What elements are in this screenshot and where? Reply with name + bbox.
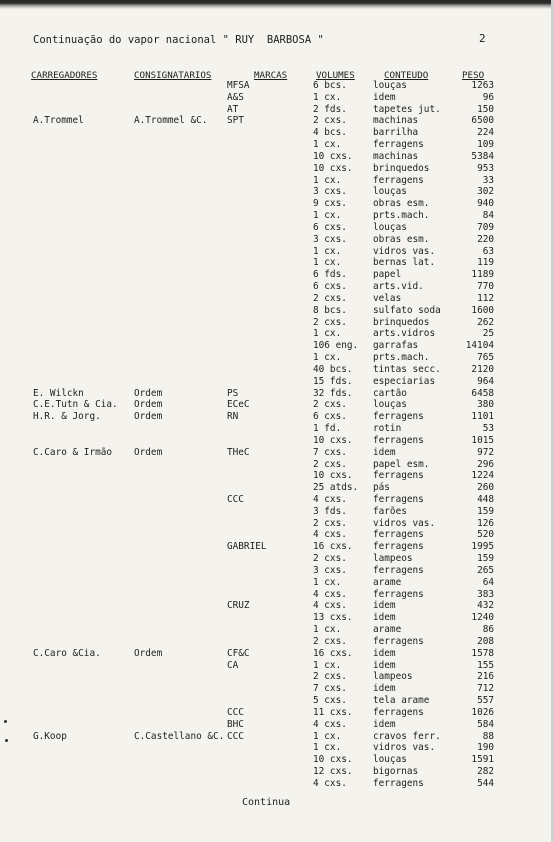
volume-cell: 2 cxs. <box>313 458 347 470</box>
conteudo-cell: idem <box>373 718 396 730</box>
conteudo-cell: arts.vid. <box>373 281 424 293</box>
volume-cell: 1 cx. <box>313 174 342 186</box>
peso-cell: 220 <box>477 233 494 245</box>
conteudo-cell: idem <box>373 600 396 612</box>
volume-cell: 2 cxs. <box>313 553 347 565</box>
table-row <box>0 163 554 175</box>
peso-cell: 1591 <box>471 754 494 766</box>
column-header-volumes: VOLUMES <box>316 70 355 81</box>
peso-cell: 544 <box>477 777 494 789</box>
table-row <box>0 210 554 222</box>
table-row <box>0 636 554 648</box>
peso-cell: 6500 <box>471 115 494 127</box>
volume-cell: 32 fds. <box>313 387 353 399</box>
table-row <box>0 305 554 317</box>
peso-cell: 96 <box>482 91 494 103</box>
conteudo-cell: pás <box>373 482 390 494</box>
table-row <box>0 411 554 423</box>
table-row <box>0 423 554 435</box>
volume-cell: 40 bcs. <box>313 363 353 375</box>
volume-cell: 4 cxs. <box>313 777 347 789</box>
volume-cell: 15 fds. <box>313 375 353 387</box>
carregador-cell: A.Trommel <box>33 115 84 127</box>
volume-cell: 2 cxs. <box>313 115 347 127</box>
table-row <box>0 612 554 624</box>
volume-cell: 2 cxs. <box>313 399 347 411</box>
volume-cell: 4 cxs. <box>313 493 347 505</box>
marca-cell: CA <box>227 659 239 671</box>
table-row <box>0 624 554 636</box>
volume-cell: 7 cxs. <box>313 683 347 695</box>
conteudo-cell: papel esm. <box>373 458 430 470</box>
peso-cell: 260 <box>477 482 494 494</box>
volume-cell: 1 cx. <box>313 91 342 103</box>
volume-cell: 16 cxs. <box>313 647 353 659</box>
table-row <box>0 328 554 340</box>
consignatario-cell: A.Trommel &C. <box>134 115 208 127</box>
peso-cell: 282 <box>477 766 494 778</box>
peso-cell: 1263 <box>471 80 494 91</box>
table-row <box>0 222 554 234</box>
volume-cell: 4 cxs. <box>313 588 347 600</box>
peso-cell: 964 <box>477 375 494 387</box>
marca-cell: MFSA <box>227 80 250 91</box>
marca-cell: A&S <box>227 91 244 103</box>
volume-cell: 1 cx. <box>313 139 342 151</box>
table-row <box>0 766 554 778</box>
marca-cell: CRUZ <box>227 600 250 612</box>
peso-cell: 380 <box>477 399 494 411</box>
peso-cell: 265 <box>477 564 494 576</box>
volume-cell: 5 cxs. <box>313 695 347 707</box>
conteudo-cell: tintas secc. <box>373 363 441 375</box>
peso-cell: 1600 <box>471 304 494 316</box>
peso-cell: 119 <box>477 257 494 269</box>
volume-cell: 4 cxs. <box>313 529 347 541</box>
volume-cell: 7 cxs. <box>313 446 347 458</box>
volume-cell: 1 cx. <box>313 352 342 364</box>
volume-cell: 16 cxs. <box>313 541 353 553</box>
table-row <box>0 376 554 388</box>
table-row <box>0 671 554 683</box>
table-row <box>0 648 554 660</box>
peso-cell: 216 <box>477 671 494 683</box>
volume-cell: 6 bcs. <box>313 80 347 91</box>
conteudo-cell: arame <box>373 576 402 588</box>
consignatario-cell: Ordem <box>134 399 163 411</box>
volume-cell: 3 fds. <box>313 505 347 517</box>
peso-cell: 224 <box>477 127 494 139</box>
marca-cell: PS <box>227 387 239 399</box>
table-row <box>0 257 554 269</box>
volume-cell: 8 bcs. <box>313 304 347 316</box>
peso-cell: 109 <box>477 139 494 151</box>
conteudo-cell: garrafas <box>373 340 419 352</box>
table-row <box>0 281 554 293</box>
table-row <box>0 293 554 305</box>
column-header-consignatarios: CONSIGNATARIOS <box>134 70 212 81</box>
peso-cell: 33 <box>482 174 494 186</box>
peso-cell: 63 <box>482 245 494 257</box>
consignatario-cell: Ordem <box>134 647 163 659</box>
peso-cell: 25 <box>482 328 494 340</box>
conteudo-cell: idem <box>373 446 396 458</box>
conteudo-cell: ferragens <box>373 139 424 151</box>
volume-cell: 9 cxs. <box>313 198 347 210</box>
conteudo-cell: brinquedos <box>373 162 430 174</box>
peso-cell: 712 <box>477 683 494 695</box>
marca-cell: CF&C <box>227 647 250 659</box>
table-row <box>0 127 554 139</box>
marca-cell: RN <box>227 411 239 423</box>
peso-cell: 557 <box>477 695 494 707</box>
volume-cell: 1 cx. <box>313 624 342 636</box>
conteudo-cell: ferragens <box>373 493 424 505</box>
conteudo-cell: rotin <box>373 423 402 435</box>
peso-cell: 972 <box>477 446 494 458</box>
peso-cell: 150 <box>477 103 494 115</box>
scan-top-edge <box>0 0 554 9</box>
conteudo-cell: vidros vas. <box>373 245 436 257</box>
table-row <box>0 742 554 754</box>
conteudo-cell: prts.mach. <box>373 210 430 222</box>
conteudo-cell: louças <box>373 221 407 233</box>
carregador-cell: C.Caro & Irmão <box>33 446 113 458</box>
volume-cell: 3 cxs. <box>313 233 347 245</box>
conteudo-cell: idem <box>373 659 396 671</box>
marca-cell: GABRIEL <box>227 541 267 553</box>
table-row <box>0 707 554 719</box>
table-row <box>0 104 554 116</box>
conteudo-cell: ferragens <box>373 470 424 482</box>
peso-cell: 383 <box>477 588 494 600</box>
volume-cell: 106 eng. <box>313 340 359 352</box>
consignatario-cell: C.Castellano &C. <box>134 730 225 742</box>
table-row <box>0 186 554 198</box>
column-header-peso: PESO <box>462 70 485 81</box>
table-row <box>0 269 554 281</box>
conteudo-cell: papel <box>373 269 402 281</box>
volume-cell: 3 cxs. <box>313 564 347 576</box>
conteudo-cell: tela arame <box>373 695 430 707</box>
conteudo-cell: cravos ferr. <box>373 730 441 742</box>
carregador-cell: G.Koop <box>33 730 67 742</box>
scan-speck <box>5 739 8 742</box>
conteudo-cell: idem <box>373 612 396 624</box>
peso-cell: 584 <box>477 718 494 730</box>
volume-cell: 2 cxs. <box>313 635 347 647</box>
table-row <box>0 778 554 790</box>
peso-cell: 159 <box>477 505 494 517</box>
peso-cell: 296 <box>477 458 494 470</box>
conteudo-cell: idem <box>373 647 396 659</box>
table-row <box>0 565 554 577</box>
volume-cell: 4 cxs. <box>313 718 347 730</box>
peso-cell: 64 <box>482 576 494 588</box>
table-row <box>0 175 554 187</box>
volume-cell: 6 cxs. <box>313 221 347 233</box>
marca-cell: AT <box>227 103 239 115</box>
volume-cell: 10 cxs. <box>313 150 353 162</box>
conteudo-cell: idem <box>373 91 396 103</box>
volume-cell: 1 cx. <box>313 328 342 340</box>
peso-cell: 520 <box>477 529 494 541</box>
volume-cell: 4 cxs. <box>313 600 347 612</box>
conteudo-cell: ferragens <box>373 635 424 647</box>
volume-cell: 6 fds. <box>313 269 347 281</box>
table-row <box>0 340 554 352</box>
carregador-cell: H.R. & Jorg. <box>33 411 101 423</box>
conteudo-cell: ferragens <box>373 541 424 553</box>
table-row <box>0 435 554 447</box>
peso-cell: 1995 <box>471 541 494 553</box>
page-title: Continuação do vapor nacional " RUY BARBOSA " <box>33 34 324 46</box>
peso-cell: 5384 <box>471 150 494 162</box>
table-row <box>0 470 554 482</box>
volume-cell: 10 cxs. <box>313 470 353 482</box>
marca-cell: CCC <box>227 706 244 718</box>
peso-cell: 1026 <box>471 706 494 718</box>
peso-cell: 6458 <box>471 387 494 399</box>
table-row <box>0 317 554 329</box>
volume-cell: 10 cxs. <box>313 162 353 174</box>
manifest-table <box>0 80 554 790</box>
peso-cell: 126 <box>477 517 494 529</box>
peso-cell: 448 <box>477 493 494 505</box>
peso-cell: 88 <box>482 730 494 742</box>
conteudo-cell: ferragens <box>373 588 424 600</box>
conteudo-cell: lampeos <box>373 671 413 683</box>
volume-cell: 1 cx. <box>313 210 342 222</box>
peso-cell: 14104 <box>465 340 494 352</box>
volume-cell: 13 cxs. <box>313 612 353 624</box>
peso-cell: 84 <box>482 210 494 222</box>
column-header-marcas: MARCAS <box>254 70 288 81</box>
marca-cell: CCC <box>227 493 244 505</box>
peso-cell: 770 <box>477 281 494 293</box>
conteudo-cell: bernas lat. <box>373 257 436 269</box>
peso-cell: 208 <box>477 635 494 647</box>
table-row <box>0 529 554 541</box>
conteudo-cell: louças <box>373 754 407 766</box>
volume-cell: 11 cxs. <box>313 706 353 718</box>
peso-cell: 262 <box>477 316 494 328</box>
volume-cell: 1 cx. <box>313 576 342 588</box>
conteudo-cell: lampeos <box>373 553 413 565</box>
volume-cell: 1 cx. <box>313 742 342 754</box>
conteudo-cell: especiarias <box>373 375 436 387</box>
peso-cell: 53 <box>482 423 494 435</box>
marca-cell: BHC <box>227 718 244 730</box>
conteudo-cell: ferragens <box>373 529 424 541</box>
volume-cell: 25 atds. <box>313 482 359 494</box>
table-row <box>0 577 554 589</box>
table-row <box>0 518 554 530</box>
marca-cell: CCC <box>227 730 244 742</box>
table-row <box>0 695 554 707</box>
table-row <box>0 234 554 246</box>
peso-cell: 86 <box>482 624 494 636</box>
conteudo-cell: ferragens <box>373 434 424 446</box>
table-row <box>0 139 554 151</box>
volume-cell: 10 cxs. <box>313 754 353 766</box>
table-row <box>0 246 554 258</box>
table-row <box>0 719 554 731</box>
volume-cell: 4 bcs. <box>313 127 347 139</box>
conteudo-cell: vidros vas. <box>373 517 436 529</box>
peso-cell: 1189 <box>471 269 494 281</box>
carregador-cell: E. Wilckn <box>33 387 84 399</box>
table-row <box>0 553 554 565</box>
conteudo-cell: arts.vidros <box>373 328 436 340</box>
table-row <box>0 541 554 553</box>
volume-cell: 2 cxs. <box>313 316 347 328</box>
column-header-conteudo: CONTEUDO <box>384 70 429 81</box>
conteudo-cell: obras esm. <box>373 233 430 245</box>
volume-cell: 6 cxs. <box>313 281 347 293</box>
conteudo-cell: obras esm. <box>373 198 430 210</box>
volume-cell: 1 cx. <box>313 245 342 257</box>
carregador-cell: C.E.Tutn & Cia. <box>33 399 118 411</box>
table-row <box>0 115 554 127</box>
conteudo-cell: ferragens <box>373 777 424 789</box>
volume-cell: 2 cxs. <box>313 292 347 304</box>
volume-cell: 1 cx. <box>313 257 342 269</box>
peso-cell: 1101 <box>471 411 494 423</box>
volume-cell: 2 cxs. <box>313 671 347 683</box>
conteudo-cell: tapetes jut. <box>373 103 441 115</box>
continua-note: Continua <box>242 797 291 808</box>
conteudo-cell: louças <box>373 80 407 91</box>
table-row <box>0 589 554 601</box>
consignatario-cell: Ordem <box>134 387 163 399</box>
conteudo-cell: farões <box>373 505 407 517</box>
peso-cell: 940 <box>477 198 494 210</box>
peso-cell: 765 <box>477 352 494 364</box>
conteudo-cell: brinquedos <box>373 316 430 328</box>
peso-cell: 112 <box>477 292 494 304</box>
peso-cell: 155 <box>477 659 494 671</box>
carregador-cell: C.Caro &Cia. <box>33 647 101 659</box>
table-row <box>0 660 554 672</box>
scan-speck <box>4 720 7 723</box>
peso-cell: 2120 <box>471 363 494 375</box>
conteudo-cell: sulfato soda <box>373 304 441 316</box>
table-row <box>0 600 554 612</box>
conteudo-cell: arame <box>373 624 402 636</box>
volume-cell: 1 fd. <box>313 423 342 435</box>
table-row <box>0 80 554 92</box>
peso-cell: 1578 <box>471 647 494 659</box>
table-row <box>0 388 554 400</box>
consignatario-cell: Ordem <box>134 446 163 458</box>
volume-cell: 2 fds. <box>313 103 347 115</box>
volume-cell: 10 cxs. <box>313 434 353 446</box>
conteudo-cell: ferragens <box>373 174 424 186</box>
conteudo-cell: louças <box>373 399 407 411</box>
table-row <box>0 352 554 364</box>
conteudo-cell: vidros vas. <box>373 742 436 754</box>
conteudo-cell: idem <box>373 683 396 695</box>
volume-cell: 1 cx. <box>313 659 342 671</box>
table-row <box>0 151 554 163</box>
peso-cell: 1224 <box>471 470 494 482</box>
conteudo-cell: bigornas <box>373 766 419 778</box>
peso-cell: 302 <box>477 186 494 198</box>
peso-cell: 953 <box>477 162 494 174</box>
table-row <box>0 494 554 506</box>
volume-cell: 1 cx. <box>313 730 342 742</box>
table-row <box>0 364 554 376</box>
volume-cell: 12 cxs. <box>313 766 353 778</box>
table-row <box>0 482 554 494</box>
table-row <box>0 198 554 210</box>
volume-cell: 6 cxs. <box>313 411 347 423</box>
peso-cell: 709 <box>477 221 494 233</box>
volume-cell: 2 cxs. <box>313 517 347 529</box>
conteudo-cell: ferragens <box>373 706 424 718</box>
table-row <box>0 92 554 104</box>
consignatario-cell: Ordem <box>134 411 163 423</box>
table-row <box>0 683 554 695</box>
marca-cell: SPT <box>227 115 244 127</box>
column-header-carregadores: CARREGADORES <box>31 70 98 81</box>
conteudo-cell: machinas <box>373 115 419 127</box>
conteudo-cell: cartão <box>373 387 407 399</box>
table-row <box>0 459 554 471</box>
conteudo-cell: ferragens <box>373 411 424 423</box>
peso-cell: 159 <box>477 553 494 565</box>
volume-cell: 3 cxs. <box>313 186 347 198</box>
marca-cell: ECeC <box>227 399 250 411</box>
peso-cell: 190 <box>477 742 494 754</box>
conteudo-cell: velas <box>373 292 402 304</box>
peso-cell: 1015 <box>471 434 494 446</box>
peso-cell: 432 <box>477 600 494 612</box>
conteudo-cell: ferragens <box>373 564 424 576</box>
peso-cell: 1240 <box>471 612 494 624</box>
table-row <box>0 399 554 411</box>
conteudo-cell: barrilha <box>373 127 419 139</box>
table-row <box>0 731 554 743</box>
table-row <box>0 506 554 518</box>
table-row <box>0 447 554 459</box>
conteudo-cell: louças <box>373 186 407 198</box>
conteudo-cell: prts.mach. <box>373 352 430 364</box>
table-row <box>0 754 554 766</box>
conteudo-cell: machinas <box>373 150 419 162</box>
page-number: 2 <box>479 32 486 45</box>
marca-cell: THeC <box>227 446 250 458</box>
